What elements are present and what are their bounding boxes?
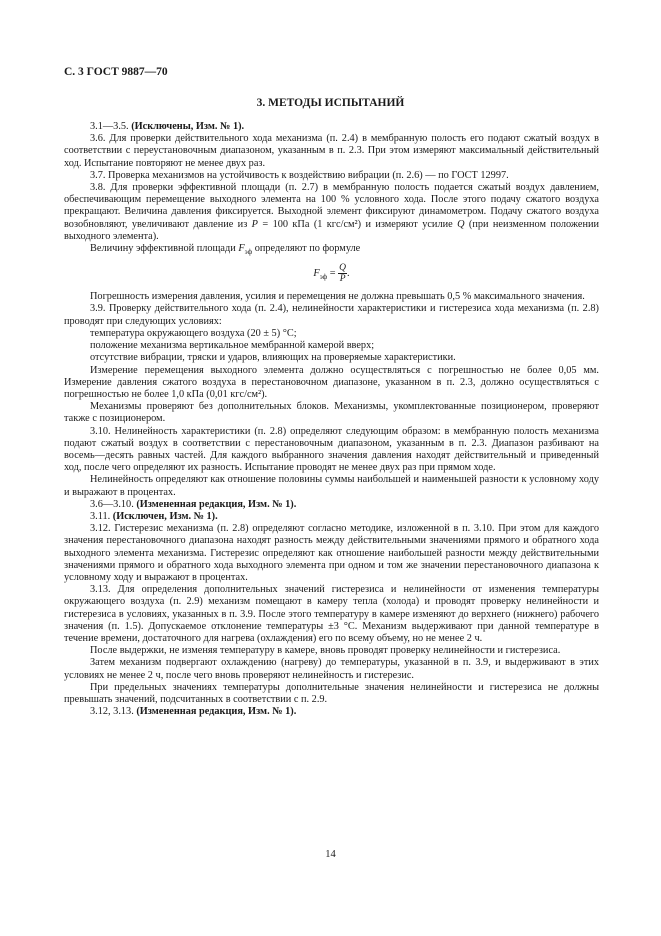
paragraph-after-exposure: После выдержки, не изменяя температуру в камере, вновь проводят проверку нелинейности и гистерезиса. — [90, 645, 561, 657]
paragraph-measurement-accuracy: Измерение перемещения выходного элемента должно осуществляться с погрешностью не более 0,05 мм. Измерение давления сжатого воздуха в перестановочном диапазоне, указанном в п. 2.3, должно осуществляться с погрешностью не более 1,0 кПа (0,01 кгс/см²). — [64, 364, 599, 400]
condition-position: положение механизма вертикальное мембранной камерой вверх; — [90, 340, 375, 352]
paragraph-3-1-3-5: 3.1—3.5. (Исключены, Изм. № 1). — [90, 121, 245, 132]
amendment-3-6-3-10: 3.6—3.10. (Измененная редакция, Изм. № 1). — [90, 498, 297, 510]
paragraph-accuracy: Погрешность измерения давления, усилия и перемещения не должна превышать 0,5 % максимального значения. — [90, 291, 585, 303]
amendment-3-12-3-13: 3.12, 3.13. (Измененная редакция, Изм. № 1). — [90, 706, 297, 718]
paragraph-3-10: 3.10. Нелинейность характеристики (п. 2.8) определяют следующим образом: в мембранную полость механизма подают сжатый воздух в соответствии с перестановочным диапазоном, указанным в п. 2.3. Диапазон разбивают на восемь—десять равных частей. Для каждого выбранного значения давления находят действительный и приведенный ход, после чего определяют их разность. Испытание проводят не менее двух раз при прямом ходе. — [64, 425, 599, 474]
amendment-3-11: 3.11. (Исключен, Изм. № 1). — [90, 510, 218, 522]
paragraph-3-6: 3.6. Для проверки действительного хода механизма (п. 2.4) в мембранную полость его подают сжатый воздух в соответствии с переустановочным диапазоном, указанным в п. 2.3. При этом измеряют максимальный действительный ход. Испытание повторяют не менее двух раз. — [64, 133, 599, 169]
section-body — [64, 121, 599, 718]
paragraph-3-8: 3.8. Для проверки эффективной площади (п. 2.7) в мембранную полость подается сжатый воздух давлением, обеспечивающим перемещение выходного элемента на 100 % условного хода. После этого подачу сжатого воздуха прекращают. Величина давления фиксируется. Выходной элемент фиксируют динамометром. Подачу сжатого воздуха возобновляют, увеличивают давление из P = 100 кПа (1 кгс/см²) и измеряют усилие Q (при неизменном положении выходного элемента). — [64, 182, 600, 242]
paragraph-3-7: 3.7. Проверка механизмов на устойчивость к воздействию вибрации (п. 2.6) — по ГОСТ 12997. — [90, 169, 509, 181]
paragraph-limits: При предельных значениях температуры дополнительные значения нелинейности и гистерезиса не должны превышать значений, подсчитанных в соответствии с п. 2.9. — [64, 681, 599, 705]
condition-vibration: отсутствие вибрации, тряски и ударов, влияющих на проверяемые характеристики. — [90, 352, 456, 364]
condition-temperature: температура окружающего воздуха (20 ± 5) °C; — [90, 327, 297, 339]
paragraph-effective-area: Величину эффективной площади $F_{эф}$ определяют по формуле — [90, 243, 361, 257]
paragraph-3-13: 3.13. Для определения дополнительных значений гистерезиса и нелинейности от изменения температуры окружающего воздуха (п. 2.9) механизм помещают в камеру тепла (холода) и проводят проверку нелинейности и гистерезиса в условиях, указанных в п. 3.9. После этого температуру в камере изменяют до верхнего (нижнего) рабочего значения (п. 1.5). Допускаемое отклонение температуры ±3 °C. Механизм выдерживают при данной температуре в течение времени, достаточного для нагрева (охлаждения) его по всему объему, но не менее 2 ч. — [64, 584, 599, 644]
formula-fraction: $\frac{Q}{P}$ — [339, 263, 347, 285]
section-title: 3. МЕТОДЫ ИСПЫТАНИЙ — [256, 97, 405, 109]
page-header: С. 3 ГОСТ 9887—70 — [64, 66, 168, 78]
formula-effective-area: $F_{эф}$ = $\frac{Q}{P}$ . — [313, 263, 350, 285]
paragraph-3-9: 3.9. Проверку действительного хода (п. 2.4), нелинейности характеристики и гистерезиса хода механизма (п. 2.8) проводят при следующих условиях: — [64, 303, 599, 327]
page-number: 14 — [325, 849, 336, 860]
paragraph-3-12: 3.12. Гистерезис механизма (п. 2.8) определяют согласно методике, изложенной в п. 3.10. При этом для каждого значения перестановочного диапазона находят разность между действительными значениями прямого и обратного хода выходного элемента механизма. Гистерезис определяют как отношение наибольшей разности между действительными значениями прямого и обратного хода выходного элемента при одном и том же значении перестановочного диапазона к условному ходу и выражают в процентах. — [64, 523, 599, 583]
paragraph-cooling: Затем механизм подвергают охлаждению (нагреву) до температуры, указанной в п. 3.9, и выдерживают в этих условиях не менее 2 ч, после чего вновь проверяют нелинейность и гистерезис. — [64, 657, 599, 681]
paragraph-positioner: Механизмы проверяют без дополнительных блоков. Механизмы, укомплектованные позиционером, проверяют также с позиционером. — [64, 401, 599, 425]
paragraph-nonlinearity: Нелинейность определяют как отношение половины суммы наибольшей и наименьшей разности к условному ходу и выражают в процентах. — [64, 474, 599, 498]
